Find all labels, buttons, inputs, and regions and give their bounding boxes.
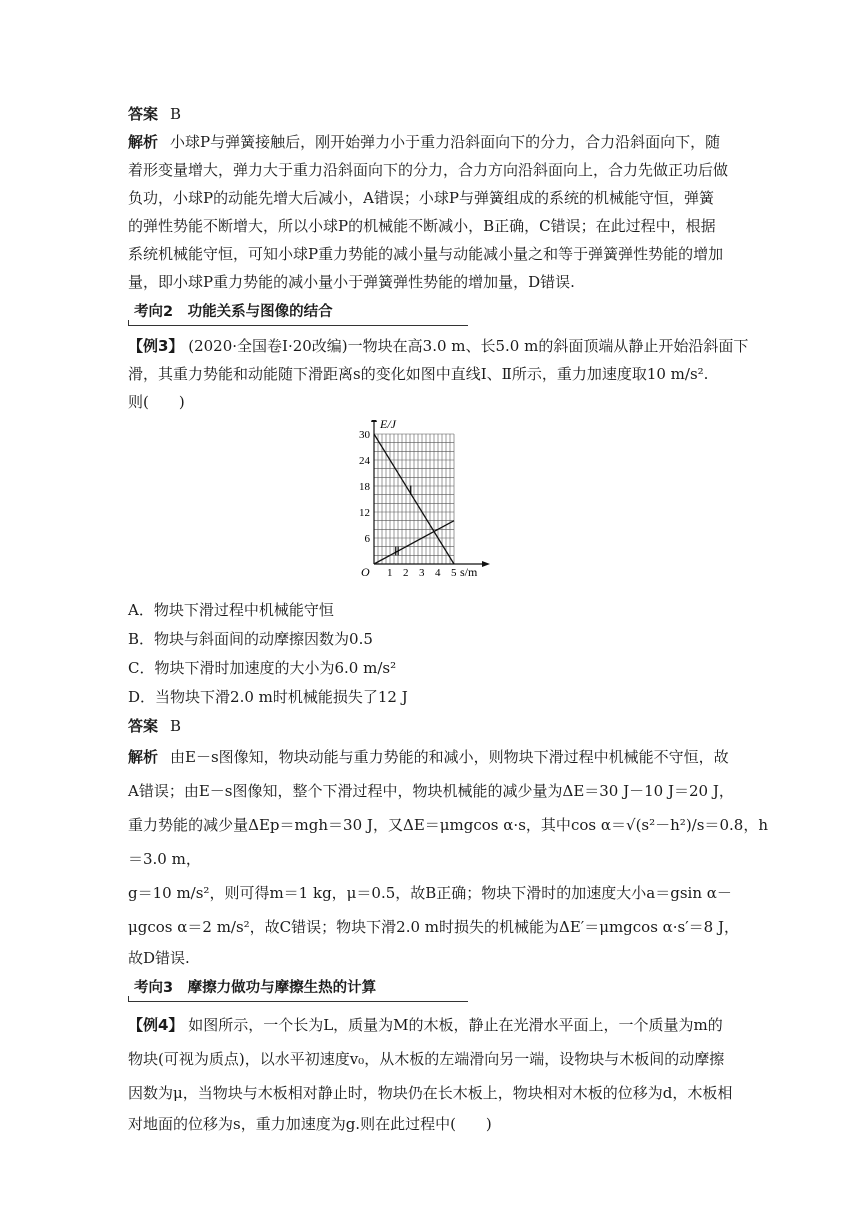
options-list	[128, 596, 768, 712]
y-axis-label: E/J	[380, 420, 396, 431]
series-label: Ⅰ	[409, 483, 413, 498]
energy-chart	[128, 420, 768, 590]
analysis-line: 量，即小球P重力势能的减小量小于弹簧弹性势能的增加量，D错误.	[128, 273, 575, 291]
option-c[interactable]: C．物块下滑时加速度的大小为6.0 m/s²	[128, 659, 397, 677]
x-tick-label: 4	[435, 567, 441, 579]
example-block	[128, 332, 768, 416]
answer-label: 答案	[128, 717, 159, 735]
section-heading	[128, 300, 768, 326]
y-tick-label: 24	[359, 455, 370, 467]
example-line: 【例4】 如图所示，一个长为L，质量为M的木板，静止在光滑水平面上，一个质量为m的	[128, 1016, 723, 1034]
y-tick-label: 6	[364, 533, 370, 545]
example-tag: 【例3】	[128, 337, 184, 355]
example-line: 因数为μ，当物块与木板相对静止时，物块仍在长木板上，物块相对木板的位移为d，木板相	[128, 1084, 733, 1102]
example-tag: 【例4】	[128, 1016, 184, 1034]
example-line: 对地面的位移为s，重力加速度为g.则在此过程中( )	[128, 1115, 492, 1133]
document-page	[128, 100, 768, 1138]
analysis-block	[128, 740, 768, 972]
analysis-line: g＝10 m/s²，则可得m＝1 kg，μ＝0.5，故B正确；物块下滑时的加速度大小a＝gsin α－	[128, 884, 732, 902]
y-tick-label: 30	[359, 429, 370, 441]
analysis-line: 系统机械能守恒，可知小球P重力势能的减小量与动能减小量之和等于弹簧弹性势能的增加	[128, 245, 724, 263]
example-line: 滑，其重力势能和动能随下滑距离s的变化如图中直线Ⅰ、Ⅱ所示，重力加速度取10 m/s².	[128, 365, 709, 383]
x-tick-label: 5	[451, 567, 457, 579]
analysis-line: 解析 由E－s图像知，物块动能与重力势能的和减小，则物块下滑过程中机械能不守恒，故	[128, 748, 729, 766]
answer-label: 答案	[128, 105, 159, 123]
series-label: Ⅱ	[394, 544, 400, 559]
analysis-line: 重力势能的减少量ΔEp＝mgh＝30 J，又ΔE＝μmgcos α·s，其中cos α＝√(s²－h²)/s＝0.8，h＝3.0 m，	[128, 816, 768, 868]
answer-value: B	[170, 105, 182, 123]
y-tick-label: 18	[359, 481, 370, 493]
section-heading	[128, 976, 768, 1002]
x-tick-label: 3	[419, 567, 425, 579]
analysis-line: 的弹性势能不断增大，所以小球P的机械能不断减小，B正确，C错误；在此过程中，根据	[128, 217, 716, 235]
answer-line	[128, 100, 768, 128]
analysis-line: 故D错误.	[128, 949, 190, 967]
x-axis-arrow	[482, 561, 490, 567]
section-title: 考向2 功能关系与图像的结合	[134, 304, 333, 320]
origin-label: O	[361, 565, 370, 579]
example-line: 物块(可视为质点)，以水平初速度v₀，从木板的左端滑向另一端，设物块与木板间的动摩擦	[128, 1050, 725, 1068]
option-b[interactable]: B．物块与斜面间的动摩擦因数为0.5	[128, 630, 373, 648]
answer-line	[128, 712, 768, 740]
analysis-line: A错误；由E－s图像知，整个下滑过程中，物块机械能的减少量为ΔE＝30 J－10 J＝20 J，	[128, 782, 734, 800]
analysis-line: 着形变量增大，弹力大于重力沿斜面向下的分力，合力方向沿斜面向上，合力先做正功后做	[128, 161, 729, 179]
energy-chart-svg	[348, 420, 508, 588]
x-tick-label: 1	[387, 567, 393, 579]
x-axis-label: s/m	[460, 565, 478, 579]
analysis-label: 解析	[128, 748, 159, 766]
option-a[interactable]: A．物块下滑过程中机械能守恒	[128, 601, 334, 619]
analysis-label: 解析	[128, 133, 159, 151]
section-title: 考向3 摩擦力做功与摩擦生热的计算	[134, 980, 377, 996]
analysis-line: 解析 小球P与弹簧接触后，刚开始弹力小于重力沿斜面向下的分力，合力沿斜面向下，随	[128, 133, 721, 151]
x-tick-label: 2	[403, 567, 409, 579]
example-block	[128, 1008, 768, 1138]
example-line: 【例3】 (2020·全国卷Ⅰ·20改编)一物块在高3.0 m、长5.0 m的斜面顶端从静止开始沿斜面下	[128, 337, 749, 355]
analysis-block	[128, 128, 768, 296]
option-d[interactable]: D．当物块下滑2.0 m时机械能损失了12 J	[128, 688, 408, 706]
y-tick-label: 12	[359, 507, 370, 519]
y-axis-arrow	[371, 420, 377, 422]
answer-value: B	[170, 717, 182, 735]
example-line: 则( )	[128, 393, 185, 411]
analysis-line: μgcos α＝2 m/s²，故C错误；物块下滑2.0 m时损失的机械能为ΔE′＝μmgcos α·s′＝8 J，	[128, 918, 739, 936]
analysis-line: 负功，小球P的动能先增大后减小，A错误；小球P与弹簧组成的系统的机械能守恒，弹簧	[128, 189, 715, 207]
